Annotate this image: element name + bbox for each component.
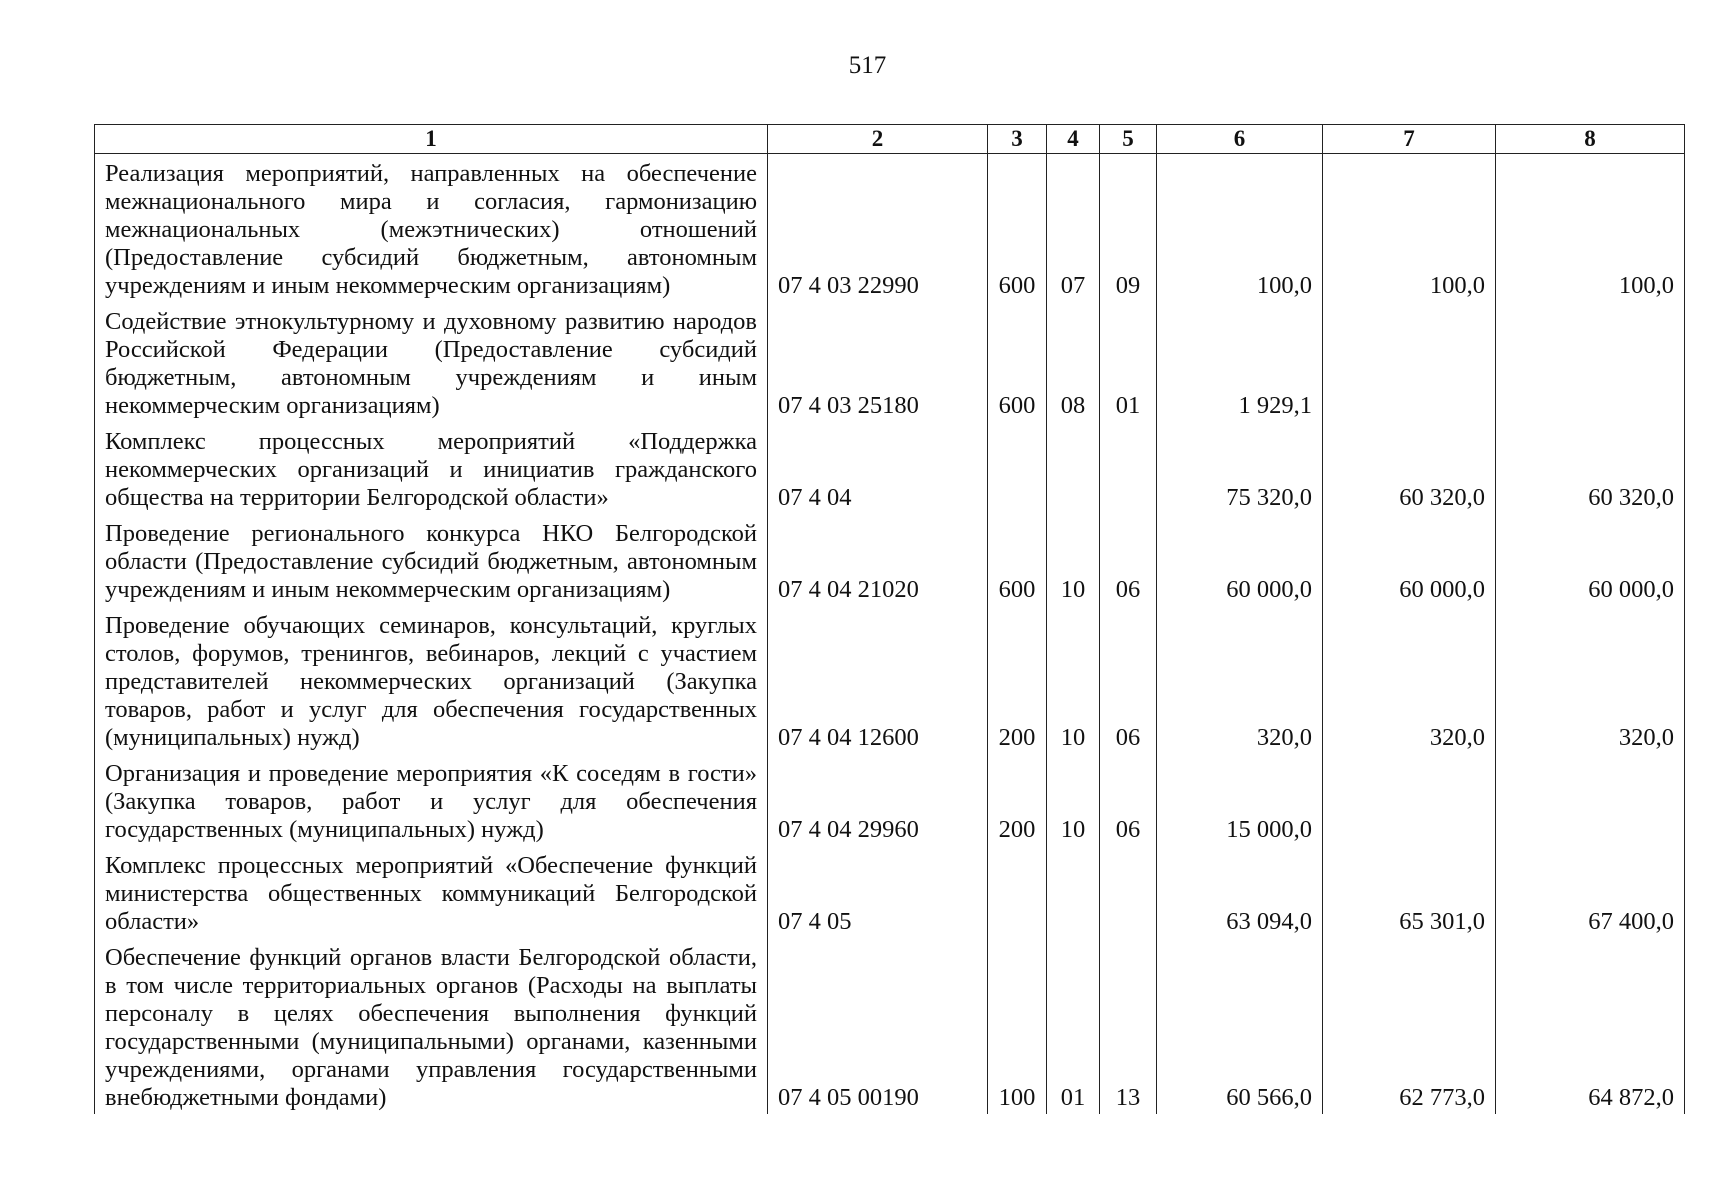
column-header-5: 5: [1100, 125, 1157, 154]
row-col-6: 15 000,0: [1157, 754, 1323, 846]
row-col-4: 01: [1047, 938, 1100, 1114]
row-col-4: [1047, 422, 1100, 514]
row-name: Комплекс процессных мероприятий «Обеспечение функций министерства общественных коммуникаций Белгородской области»: [95, 846, 768, 938]
column-header-8: 8: [1496, 125, 1685, 154]
column-header-6: 6: [1157, 125, 1323, 154]
row-col-8: 100,0: [1496, 154, 1685, 303]
row-col-7: 65 301,0: [1323, 846, 1496, 938]
row-col-5: 06: [1100, 754, 1157, 846]
row-col-3: 600: [988, 514, 1047, 606]
row-col-3: [988, 846, 1047, 938]
row-col-5: 01: [1100, 302, 1157, 422]
row-col-6: 75 320,0: [1157, 422, 1323, 514]
row-name: Организация и проведение мероприятия «К соседям в гости» (Закупка товаров, работ и услуг для обеспечения государственных (муниципальных) нужд): [95, 754, 768, 846]
row-col-4: [1047, 846, 1100, 938]
row-col-8: 64 872,0: [1496, 938, 1685, 1114]
table-row: [95, 154, 1685, 303]
row-col-4: 10: [1047, 606, 1100, 754]
row-col-7: 60 000,0: [1323, 514, 1496, 606]
table-row: [95, 606, 1685, 754]
row-col-7: 60 320,0: [1323, 422, 1496, 514]
column-header-2: 2: [768, 125, 988, 154]
row-col-6: 320,0: [1157, 606, 1323, 754]
table-row: [95, 422, 1685, 514]
row-code: 07 4 03 22990: [768, 154, 988, 303]
row-col-7: [1323, 302, 1496, 422]
row-col-5: 09: [1100, 154, 1157, 303]
row-col-8: [1496, 754, 1685, 846]
row-col-6: 100,0: [1157, 154, 1323, 303]
budget-table-container: [94, 124, 1684, 1114]
row-code: 07 4 04 29960: [768, 754, 988, 846]
row-name: Содействие этнокультурному и духовному развитию народов Российской Федерации (Предоставление субсидий бюджетным, автономным учреждениям и иным некоммерческим организациям): [95, 302, 768, 422]
row-col-5: [1100, 846, 1157, 938]
row-col-8: 67 400,0: [1496, 846, 1685, 938]
table-row: [95, 514, 1685, 606]
row-col-3: 200: [988, 606, 1047, 754]
row-col-6: 60 566,0: [1157, 938, 1323, 1114]
row-code: 07 4 05 00190: [768, 938, 988, 1114]
row-col-4: 07: [1047, 154, 1100, 303]
row-col-8: [1496, 302, 1685, 422]
row-code: 07 4 03 25180: [768, 302, 988, 422]
row-col-7: 100,0: [1323, 154, 1496, 303]
row-col-5: 13: [1100, 938, 1157, 1114]
row-col-5: 06: [1100, 514, 1157, 606]
table-row: [95, 846, 1685, 938]
row-col-3: 600: [988, 302, 1047, 422]
row-col-4: 08: [1047, 302, 1100, 422]
row-col-3: 200: [988, 754, 1047, 846]
budget-table: [94, 124, 1685, 1114]
row-col-6: 60 000,0: [1157, 514, 1323, 606]
row-col-7: [1323, 754, 1496, 846]
row-col-8: 60 320,0: [1496, 422, 1685, 514]
row-name: Реализация мероприятий, направленных на обеспечение межнационального мира и согласия, гармонизацию межнациональных (межэтнических) отношений (Предоставление субсидий бюджетным, автономным учреждениям и иным некоммерческим организациям): [95, 154, 768, 303]
row-col-3: 600: [988, 154, 1047, 303]
row-name: Проведение регионального конкурса НКО Белгородской области (Предоставление субсидий бюджетным, автономным учреждениям и иным некоммерческим организациям): [95, 514, 768, 606]
row-code: 07 4 04: [768, 422, 988, 514]
row-col-3: 100: [988, 938, 1047, 1114]
row-code: 07 4 04 12600: [768, 606, 988, 754]
row-col-6: 1 929,1: [1157, 302, 1323, 422]
row-code: 07 4 05: [768, 846, 988, 938]
column-header-3: 3: [988, 125, 1047, 154]
row-col-7: 62 773,0: [1323, 938, 1496, 1114]
row-col-8: 60 000,0: [1496, 514, 1685, 606]
row-col-4: 10: [1047, 754, 1100, 846]
row-name: Комплекс процессных мероприятий «Поддержка некоммерческих организаций и инициатив гражданского общества на территории Белгородской области»: [95, 422, 768, 514]
row-name: Проведение обучающих семинаров, консультаций, круглых столов, форумов, тренингов, вебинаров, лекций с участием представителей некоммерческих организаций (Закупка товаров, работ и услуг для обеспечения государственных (муниципальных) нужд): [95, 606, 768, 754]
page-number: 517: [848, 52, 887, 79]
row-col-7: 320,0: [1323, 606, 1496, 754]
table-row: [95, 302, 1685, 422]
table-row: [95, 938, 1685, 1114]
row-col-3: [988, 422, 1047, 514]
header-row: [95, 125, 1685, 154]
column-header-4: 4: [1047, 125, 1100, 154]
column-header-7: 7: [1323, 125, 1496, 154]
row-col-5: [1100, 422, 1157, 514]
row-col-5: 06: [1100, 606, 1157, 754]
row-col-8: 320,0: [1496, 606, 1685, 754]
column-header-1: 1: [95, 125, 768, 154]
row-code: 07 4 04 21020: [768, 514, 988, 606]
row-name: Обеспечение функций органов власти Белгородской области, в том числе территориальных органов (Расходы на выплаты персоналу в целях обеспечения выполнения функций государственными (муниципальными) органами, казенными учреждениями, органами управления государственными внебюджетными фондами): [95, 938, 768, 1114]
row-col-6: 63 094,0: [1157, 846, 1323, 938]
row-col-4: 10: [1047, 514, 1100, 606]
table-row: [95, 754, 1685, 846]
